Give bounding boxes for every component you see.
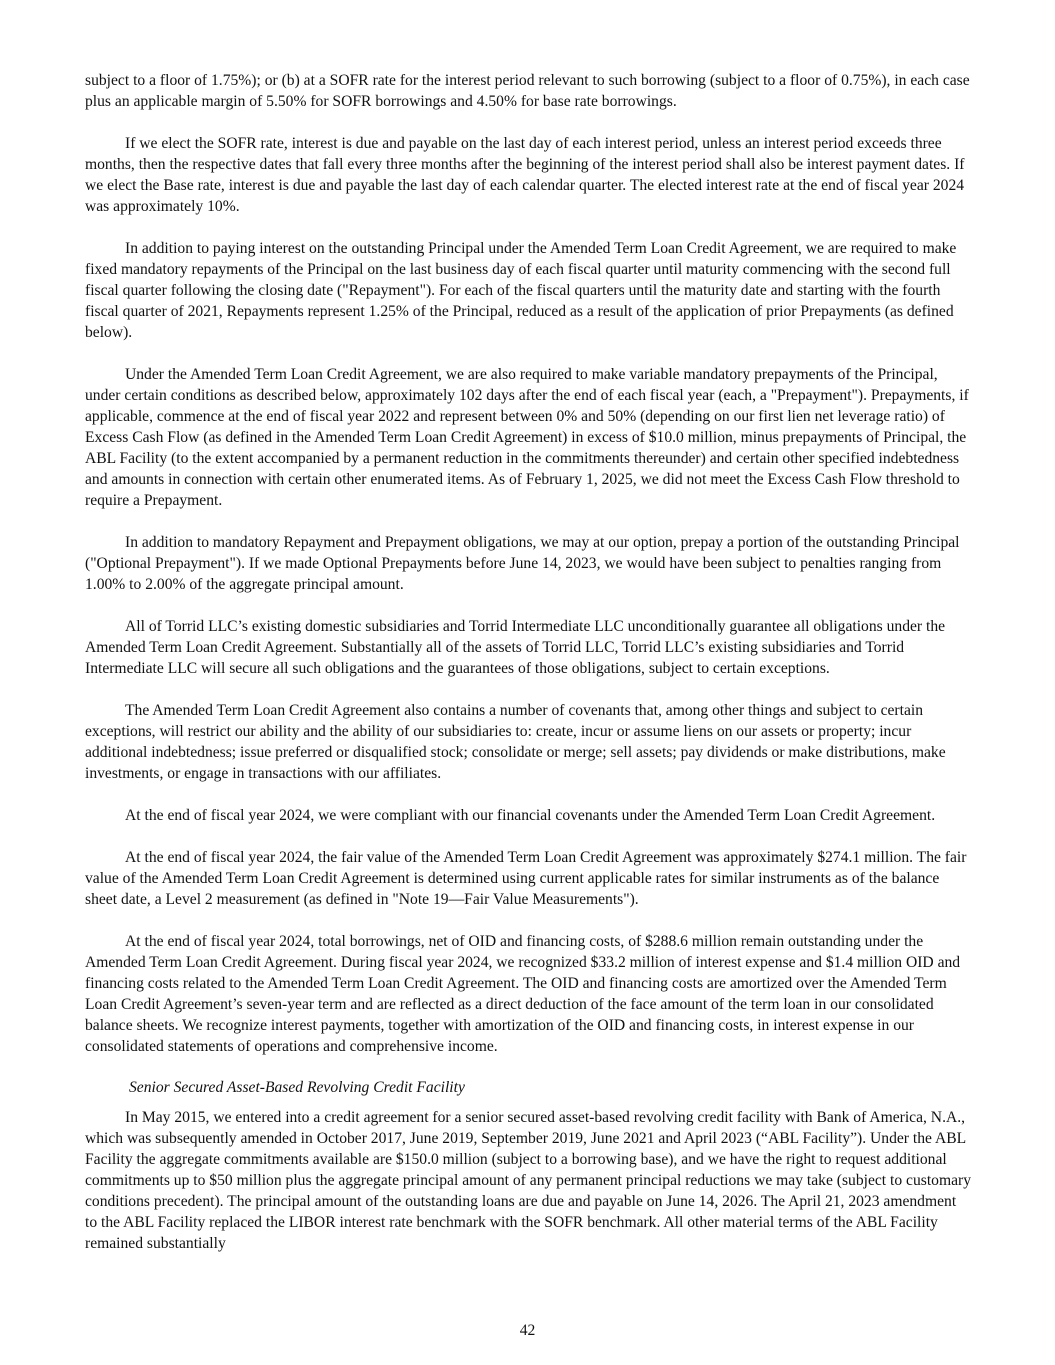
paragraph-optional-prepayment: In addition to mandatory Repayment and Prepayment obligations, we may at our option, prepay a portion of the outstanding Principal ("Optional Prepayment"). If we made Optional Prepayments before June 14, 2023, we would have been subject to penalties ranging from 1.00% to 2.00% of the aggregate principal amount. xyxy=(85,534,960,593)
paragraph-compliance: At the end of fiscal year 2024, we were compliant with our financial covenants under the Amended Term Loan Credit Agreement. xyxy=(125,807,936,824)
paragraph-continuation: subject to a floor of 1.75%); or (b) at a SOFR rate for the interest period relevant to such borrowing (subject to a floor of 0.75%), in each case plus an applicable margin of 5.50% for SOFR borrowings and 4.50% for base rate borrowings. xyxy=(85,72,970,110)
paragraph-abl-facility: In May 2015, we entered into a credit agreement for a senior secured asset-based revolving credit facility with Bank of America, N.A., which was subsequently amended in October 2017, June 2019, September 2019, June 2021 and April 2023 (“ABL Facility”). Under the ABL Facility the aggregate commitments available are $150.0 million (subject to a borrowing base), and we have the right to request additional commitments up to $50 million plus the aggregate principal amount of any permanent principal reductions we may take (subject to customary conditions precedent). The principal amount of the outstanding loans are due and payable on June 14, 2026. The April 21, 2023 amendment to the ABL Facility replaced the LIBOR interest rate benchmark with the SOFR benchmark. All other material terms of the ABL Facility remained substantially xyxy=(85,1109,972,1252)
paragraph-repayment: In addition to paying interest on the outstanding Principal under the Amended Term Loan Credit Agreement, we are required to make fixed mandatory repayments of the Principal on the last business day of each fiscal quarter until maturity commencing with the second full fiscal quarter following the closing date ("Repayment"). For each of the fiscal quarters until the maturity date and starting with the fourth fiscal quarter of 2021, Repayments represent 1.25% of the Principal, reduced as a result of the application of prior Prepayments (as defined below). xyxy=(85,240,957,341)
page-number: 42 xyxy=(519,1322,536,1339)
paragraph-guarantees: All of Torrid LLC’s existing domestic subsidiaries and Torrid Intermediate LLC unconditionally guarantee all obligations under the Amended Term Loan Credit Agreement. Substantially all of the assets of Torrid LLC, Torrid LLC’s existing subsidiaries and Torrid Intermediate LLC will secure all such obligations and the guarantees of those obligations, subject to certain exceptions. xyxy=(85,618,946,677)
paragraph-prepayment: Under the Amended Term Loan Credit Agreement, we are also required to make variable mandatory prepayments of the Principal, under certain conditions as described below, approximately 102 days after the end of each fiscal year (each, a "Prepayment"). Prepayments, if applicable, commence at the end of fiscal year 2022 and represent between 0% and 50% (depending on our first lien net leverage ratio) of Excess Cash Flow (as defined in the Amended Term Loan Credit Agreement) in excess of $10.0 million, minus prepayments of Principal, the ABL Facility (to the extent accompanied by a permanent reduction in the commitments thereunder) and certain other specified indebtedness and amounts in connection with certain other enumerated items. As of February 1, 2025, we did not meet the Excess Cash Flow threshold to require a Prepayment. xyxy=(85,366,969,509)
section-heading: Senior Secured Asset-Based Revolving Credit Facility xyxy=(129,1079,465,1096)
paragraph-borrowings: At the end of fiscal year 2024, total borrowings, net of OID and financing costs, of $288.6 million remain outstanding under the Amended Term Loan Credit Agreement. During fiscal year 2024, we recognized $33.2 million of interest expense and $1.4 million OID and financing costs related to the Amended Term Loan Credit Agreement. The OID and financing costs are amortized over the Amended Term Loan Credit Agreement’s seven-year term and are reflected as a direct deduction of the face amount of the term loan in our consolidated balance sheets. We recognize interest payments, together with amortization of the OID and financing costs, in interest expense in our consolidated statements of operations and comprehensive income. xyxy=(85,933,961,1055)
paragraph-sofr-interest: If we elect the SOFR rate, interest is due and payable on the last day of each interest period, unless an interest period exceeds three months, then the respective dates that fall every three months after the beginning of the interest period shall also be interest payment dates. If we elect the Base rate, interest is due and payable the last day of each calendar quarter. The elected interest rate at the end of fiscal year 2024 was approximately 10%. xyxy=(85,135,965,215)
paragraph-covenants: The Amended Term Loan Credit Agreement also contains a number of covenants that, among other things and subject to certain exceptions, will restrict our ability and the ability of our subsidiaries to: create, incur or assume liens on our assets or property; incur additional indebtedness; issue preferred or disqualified stock; consolidate or merge; sell assets; pay dividends or make distributions, make investments, or engage in transactions with our affiliates. xyxy=(85,702,946,782)
document-body xyxy=(85,70,971,1275)
paragraph-fair-value: At the end of fiscal year 2024, the fair value of the Amended Term Loan Credit Agreement was approximately $274.1 million. The fair value of the Amended Term Loan Credit Agreement is determined using current applicable rates for similar instruments as of the balance sheet date, a Level 2 measurement (as defined in "Note 19—Fair Value Measurements"). xyxy=(85,849,967,908)
